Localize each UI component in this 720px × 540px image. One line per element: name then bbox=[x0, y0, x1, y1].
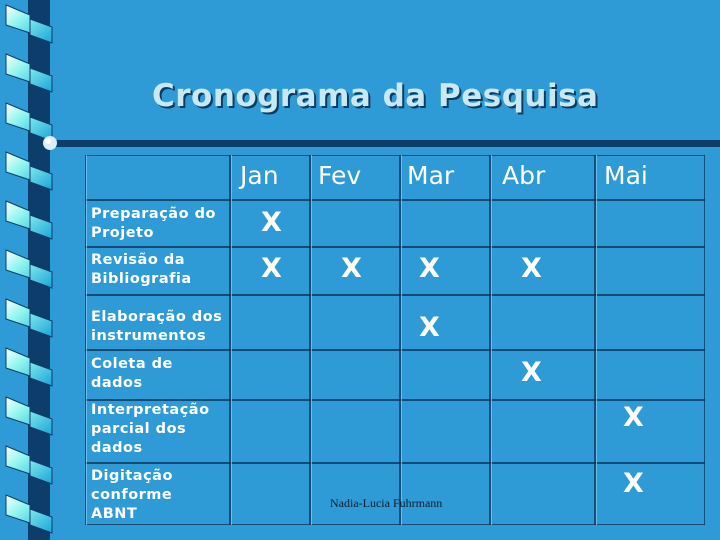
task-label bbox=[91, 401, 210, 458]
task-label-line: conforme bbox=[91, 487, 173, 503]
task-label-line: Revisão da bbox=[91, 252, 186, 268]
task-label-line: Digitação bbox=[91, 468, 173, 484]
schedule-mark-mai: X bbox=[623, 468, 644, 499]
task-label bbox=[91, 355, 173, 393]
author-credit: Nadia-Lucia Fuhrmann bbox=[330, 496, 443, 510]
task-label bbox=[91, 205, 216, 243]
task-label-line: ABNT bbox=[91, 506, 138, 522]
task-label-line: parcial dos bbox=[91, 421, 187, 437]
task-label-line: dados bbox=[91, 375, 143, 391]
schedule-mark-fev: X bbox=[341, 253, 362, 284]
task-label-line: dados bbox=[91, 440, 143, 456]
slide-title: Cronograma da Pesquisa bbox=[152, 78, 599, 114]
month-header-fev: Fev bbox=[318, 161, 362, 190]
month-header-abr: Abr bbox=[502, 161, 546, 190]
title-divider bbox=[42, 133, 720, 153]
task-label bbox=[91, 308, 222, 346]
schedule-mark-mar: X bbox=[419, 253, 440, 284]
task-label-line: Preparação do bbox=[91, 206, 216, 222]
task-label-line: Elaboração dos bbox=[91, 309, 223, 325]
schedule-mark-mar: X bbox=[419, 312, 440, 343]
task-label bbox=[91, 467, 173, 524]
schedule-mark-abr: X bbox=[521, 253, 542, 284]
month-header-jan: Jan bbox=[240, 161, 279, 190]
schedule-mark-abr: X bbox=[521, 357, 542, 388]
schedule-mark-mai: X bbox=[623, 402, 644, 433]
month-header-mar: Mar bbox=[407, 161, 455, 190]
month-header-mai: Mai bbox=[604, 161, 648, 190]
task-label-line: Projeto bbox=[91, 225, 154, 241]
schedule-mark-jan: X bbox=[261, 207, 282, 238]
task-label-line: Interpretação bbox=[91, 402, 210, 418]
schedule-table bbox=[85, 155, 705, 525]
task-label bbox=[91, 251, 192, 289]
spiral-binding bbox=[0, 0, 80, 540]
task-label-line: instrumentos bbox=[91, 328, 207, 344]
task-label-line: Bibliografia bbox=[91, 271, 192, 287]
schedule-mark-jan: X bbox=[261, 253, 282, 284]
task-label-line: Coleta de bbox=[91, 356, 173, 372]
